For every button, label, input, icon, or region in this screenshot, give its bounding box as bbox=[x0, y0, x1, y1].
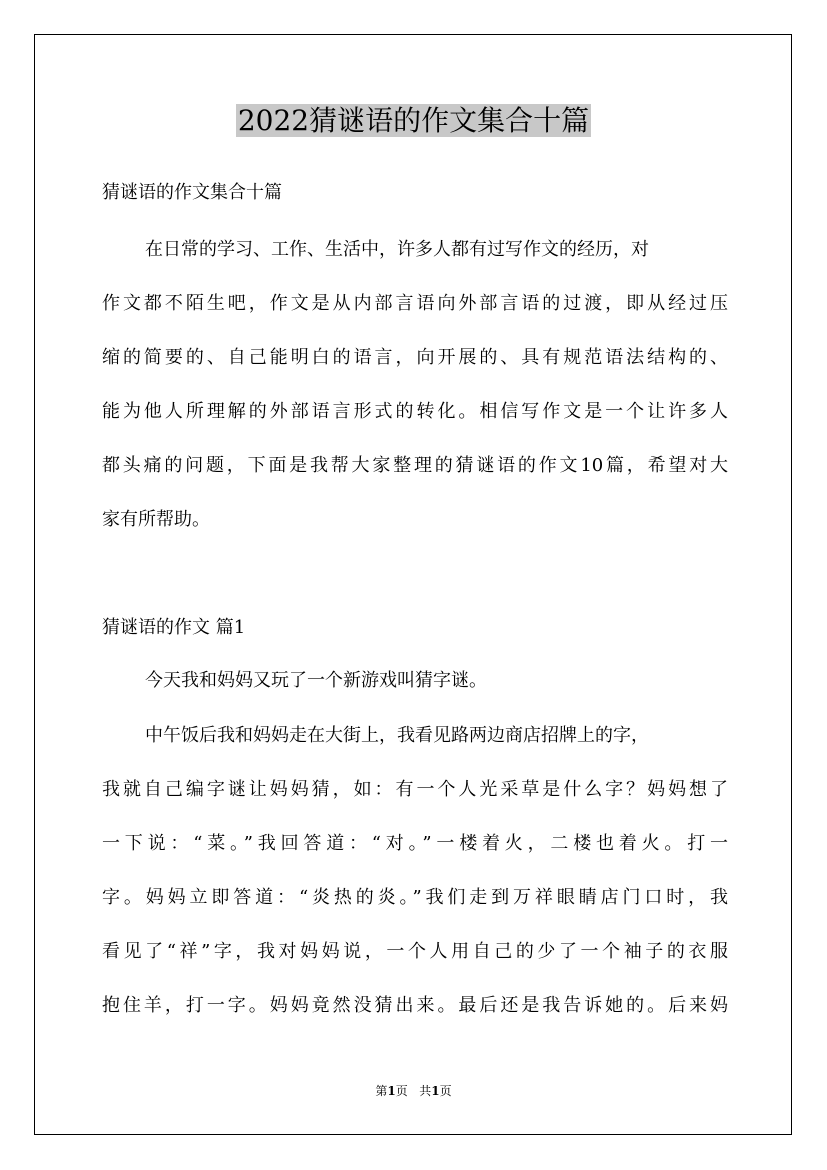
page-footer bbox=[0, 1083, 827, 1099]
footer-prefix: 第 bbox=[375, 1084, 388, 1098]
intro-line-2: 作文都不陌生吧，作文是从内部言语向外部言语的过渡，即从经过压 bbox=[102, 293, 728, 314]
document-subtitle: 猜谜语的作文集合十篇 bbox=[102, 182, 282, 203]
footer-page-number: 1 bbox=[387, 1084, 396, 1098]
section-paragraph-2-line-4: 字。妈妈立即答道：“炎热的炎。”我们走到万祥眼睛店门口时，我 bbox=[102, 887, 728, 908]
section-paragraph-2-line-3: 一下说：“菜。”我回答道：“对。”一楼着火，二楼也着火。打一 bbox=[102, 833, 728, 854]
section-heading: 猜谜语的作文 篇1 bbox=[102, 617, 246, 638]
section-paragraph-2-line-5: 看见了“祥”字，我对妈妈说，一个人用自己的少了一个袖子的衣服 bbox=[102, 941, 728, 962]
document-title-text: 2022猜谜语的作文集合十篇 bbox=[237, 104, 590, 137]
intro-line-1: 在日常的学习、工作、生活中，许多人都有过写作文的经历，对 bbox=[145, 239, 649, 260]
section-paragraph-2-line-2: 我就自己编字谜让妈妈猜，如：有一个人光采草是什么字？妈妈想了 bbox=[102, 779, 728, 800]
footer-total-prefix: 共 bbox=[419, 1084, 432, 1098]
intro-line-4: 能为他人所理解的外部语言形式的转化。相信写作文是一个让许多人 bbox=[102, 401, 728, 422]
footer-page-unit: 页 bbox=[395, 1084, 408, 1098]
footer-total-pages: 1 bbox=[431, 1084, 440, 1098]
footer-total-unit: 页 bbox=[439, 1084, 452, 1098]
section-paragraph-1: 今天我和妈妈又玩了一个新游戏叫猜字谜。 bbox=[145, 670, 487, 691]
intro-line-3: 缩的简要的、自己能明白的语言，向开展的、具有规范语法结构的、 bbox=[102, 347, 728, 368]
section-paragraph-2-line-6: 抱住羊，打一字。妈妈竟然没猜出来。最后还是我告诉她的。后来妈 bbox=[102, 995, 728, 1016]
section-paragraph-2-line-1: 中午饭后我和妈妈走在大街上，我看见路两边商店招牌上的字， bbox=[145, 725, 649, 746]
intro-line-5: 都头痛的问题，下面是我帮大家整理的猜谜语的作文10篇，希望对大 bbox=[102, 455, 728, 476]
document-title bbox=[0, 101, 827, 141]
intro-line-6: 家有所帮助。 bbox=[102, 509, 210, 530]
